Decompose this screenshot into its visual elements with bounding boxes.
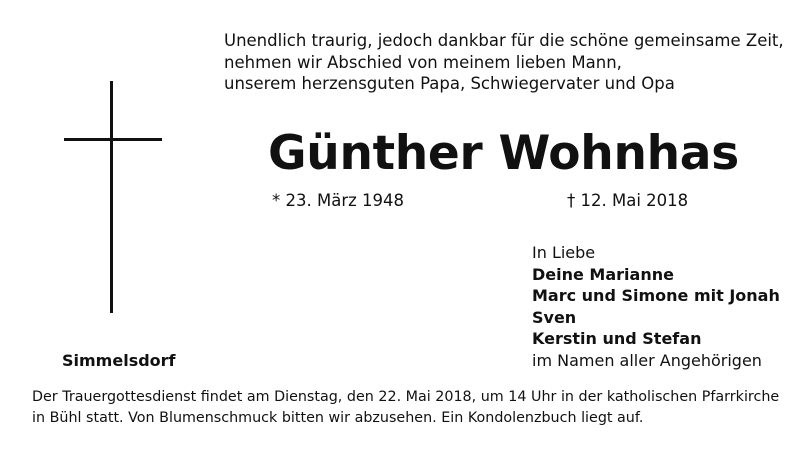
intro-line-2: nehmen wir Abschied von meinem lieben Mann,	[224, 52, 622, 72]
service-line-1: Der Trauergottesdienst findet am Dienstag, den 22. Mai 2018, um 14 Uhr in der katholischen Pfarrkirche	[32, 389, 780, 405]
intro-line-3: unserem herzensguten Papa, Schwiegervater und Opa	[224, 74, 675, 93]
intro-text	[224, 30, 784, 95]
deceased-name: Günther Wohnhas	[268, 126, 739, 181]
mourners-closing: im Namen aller Angehörigen	[532, 350, 762, 370]
mourners-block	[532, 242, 780, 372]
mourner-name: Marc und Simone mit Jonah	[532, 286, 780, 306]
cross-horizontal-bar	[64, 138, 162, 141]
service-info	[32, 387, 780, 429]
intro-line-1: Unendlich traurig, jedoch dankbar für die schöne gemeinsame Zeit,	[224, 31, 784, 50]
place-name: Simmelsdorf	[62, 351, 176, 370]
mourner-name: Sven	[532, 307, 577, 327]
service-line-2: in Bühl statt. Von Blumenschmuck bitten wir abzusehen. Ein Kondolenzbuch liegt auf.	[32, 410, 644, 426]
mourner-name: Kerstin und Stefan	[532, 329, 702, 349]
death-date: † 12. Mai 2018	[567, 191, 689, 210]
cross-vertical-bar	[110, 81, 113, 313]
mourner-name: Deine Marianne	[532, 264, 674, 284]
mourners-intro: In Liebe	[532, 243, 596, 262]
birth-date: * 23. März 1948	[272, 191, 405, 210]
